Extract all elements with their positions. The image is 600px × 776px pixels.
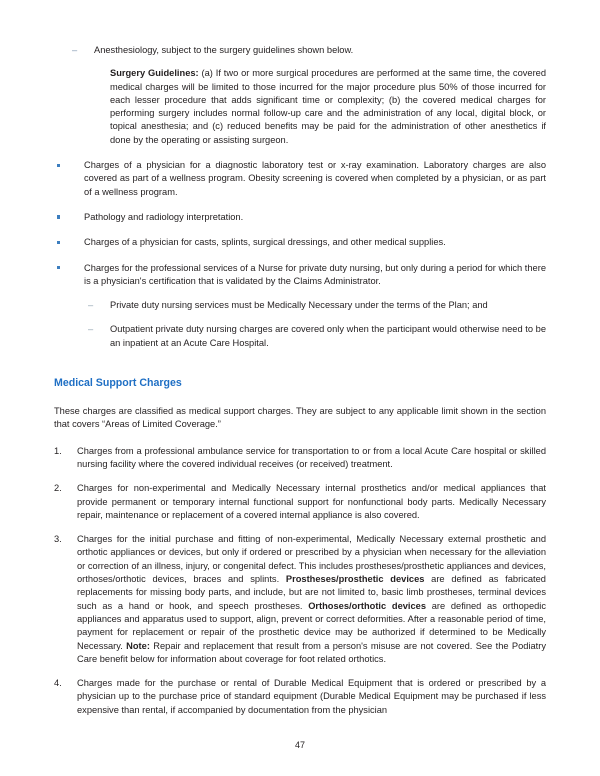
list-number: 2.	[54, 483, 62, 494]
private-duty-nursing-sub-list	[84, 299, 546, 350]
sub-bullet-text: Outpatient private duty nursing charges are covered only when the participant would otherwise need to be an inpatient at an Acute Care Hospital.	[110, 324, 546, 348]
list-item	[54, 159, 546, 199]
list-number: 1.	[54, 445, 62, 456]
en-dash-icon: –	[72, 45, 78, 55]
surgery-guidelines-block	[54, 67, 546, 147]
page-number: 47	[294, 740, 305, 750]
covered-charges-bullet-list	[54, 159, 546, 350]
text-part-4: Repair and replacement that result from a person's misuse are not covered. See the Podiatry Care benefit below for information about coverage for foot related orthotics.	[77, 640, 546, 664]
en-dash-icon: –	[88, 300, 94, 311]
list-item	[54, 262, 546, 350]
term-orthoses: Orthoses/orthotic devices	[308, 600, 427, 611]
list-item-text: Charges made for the purchase or rental of Durable Medical Equipment that is ordered or prescribed by a physician up to the purchase price of standard equipment (Durable Medical Equipment may be purchased if less expensive than rental, if accompanied by documentation from the physician	[77, 678, 546, 715]
list-item	[54, 482, 546, 522]
list-item	[54, 677, 546, 717]
en-dash-icon: –	[88, 324, 94, 335]
list-item-text: Charges for non-experimental and Medically Necessary internal prosthetics and/or medical appliances that provide permanent or temporary internal functional support for nonfunctional body parts. Medically Necessary repair, maintenance or replacement of a covered internal appliance is also covered.	[77, 483, 546, 520]
list-item	[54, 211, 546, 224]
list-number: 3.	[54, 534, 62, 545]
list-item-text: Charges from a professional ambulance service for transportation to or from a local Acute Care hospital or skilled nursing facility where the covered individual receives (or received) treatment.	[77, 445, 546, 469]
list-item	[54, 236, 546, 249]
list-item-text	[77, 533, 546, 666]
bullet-text: Pathology and radiology interpretation.	[84, 211, 244, 222]
medical-support-intro: These charges are classified as medical support charges. They are subject to any applicable limit shown in the section that covers “Areas of Limited Coverage.”	[54, 406, 546, 430]
square-bullet-icon	[57, 164, 60, 167]
bullet-text: Charges of a physician for casts, splints, surgical dressings, and other medical supplies.	[84, 237, 446, 248]
sub-bullet-text: Private duty nursing services must be Medically Necessary under the terms of the Plan; and	[110, 300, 488, 311]
text-part-2: are defined as fabricated replacements for missing body parts, and include, but are not limited to, basic limb prostheses, terminal devices such as a hand or hook, and speech prostheses.	[77, 574, 546, 611]
medical-support-numbered-list	[54, 445, 546, 717]
list-item-anesthesiology	[54, 44, 546, 57]
text-part-1: Charges for the initial purchase and fitting of non-experimental, Medically Necessary external prosthetic and orthotic appliances or devices, but only if ordered or prescribed by a physician when necessary for the alleviation or correction of an illness, injury, or congenital defect. This includes prostheses/prosthetic appliances and devices, orthoses/orthotic devices, braces and splints.	[77, 534, 546, 585]
term-prostheses: Prostheses/prosthetic devices	[285, 574, 425, 585]
medical-support-heading-wrap	[54, 376, 546, 390]
page-content	[54, 44, 546, 717]
anesthesiology-text: Anesthesiology, subject to the surgery guidelines shown below.	[94, 45, 354, 55]
note-label: Note:	[126, 640, 150, 651]
surgery-guidelines-text: (a) If two or more surgical procedures are performed at the same time, the covered medical charges will be limited to those incurred for the major procedure plus 50% of those incurred for each lesser procedure that adds significant time or complexity; (b) the covered medical charges for performing surgery includes normal follow-up care and the administration of any local, digital block, or topical anesthesia; and (c) reduced benefits may be paid for the administration of other anesthetics if done by the operating or assisting surgeon.	[110, 68, 547, 145]
section-heading: Medical Support Charges	[54, 377, 182, 390]
text-part-3: are defined as orthopedic appliances and apparatus used to support, align, prevent or correct deformities. After a reasonable period of time, payment for replacement or repair of the prosthetic device may be authorized if determined to be Medically Necessary.	[77, 600, 546, 651]
square-bullet-icon	[57, 215, 60, 218]
list-item	[84, 299, 546, 312]
list-item	[54, 445, 546, 472]
page-footer	[0, 740, 600, 750]
bullet-text: Charges for the professional services of a Nurse for private duty nursing, but only during a period for which there is a physician's certification that is validated by the Claims Administrator.	[84, 262, 546, 286]
list-item	[84, 323, 546, 350]
surgery-guidelines-paragraph	[110, 67, 546, 147]
square-bullet-icon	[57, 266, 60, 269]
surgery-guidelines-label: Surgery Guidelines:	[110, 68, 199, 79]
list-number: 4.	[54, 678, 62, 689]
list-item	[54, 533, 546, 666]
bullet-text: Charges of a physician for a diagnostic laboratory test or x-ray examination. Laboratory charges are also covered as part of a wellness program. Obesity screening is covered when completed by a physician, or as part of a wellness program.	[84, 160, 546, 197]
square-bullet-icon	[57, 241, 60, 244]
